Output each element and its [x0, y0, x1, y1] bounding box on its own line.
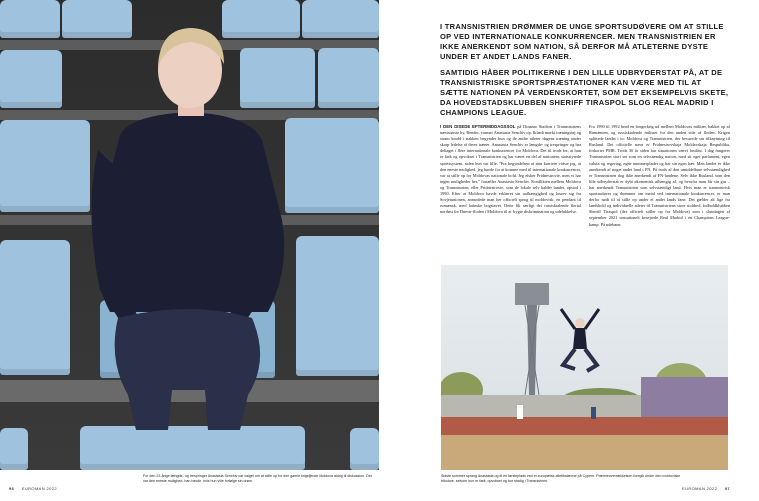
stadium-scene [441, 265, 728, 470]
magazine-name: EUROMAN 2022 [21, 486, 58, 491]
left-photo-caption: For den 23-årige længde- og trespringer Anastasia Senchiv var valget om at stille op for den gamle krigsfjende Moldova aldrig til diskussion. Det var den eneste mulighed, han havde, hvis hun ville forfølge sin drøm. [143, 474, 372, 483]
article-intro [440, 22, 730, 124]
body-column-1 [440, 124, 581, 215]
right-folio [682, 486, 736, 491]
page-number: 97 [724, 486, 731, 491]
long-jump-photo [441, 265, 728, 470]
intro-paragraph: I TRANSNISTRIEN DRØMMER DE UNGE SPORTSUDØVERE OM AT STILLE OP VED INTERNATIONALE KONKURRENCER. MEN TRANSNISTRIEN ER IKKE ANERKENDT SOM NATION, SÅ DERFOR MÅ ATLETERNE DYSTE UNDER ET ANDET LANDS FANER. [440, 22, 724, 61]
athlete-sitting-icon [0, 0, 379, 470]
stadium-portrait-photo [0, 0, 379, 470]
body-column-2 [589, 124, 730, 228]
left-folio [3, 486, 57, 491]
stadium-floodlight-icon [515, 283, 549, 395]
body-text: på Dinamo Stadion i Transnistriens næststørste by, Bender, varmer Anastasia Senchiv op. Iklædt mørkt træningstøj og stram knold i nakken begynder hun og de andre atleter dagens træning under skarp ledelse af deres træner. Anastasia Senchiv er længde- og trespringer og har deltaget i flere internationale konkurrencer for Moldova. Det til trods for, at hun er født og opvokset i Transnistrien og har været en del af nationens statsstyrede sportssystem, siden hun var lille. "Fra begyndelsen af min karriere vidste jeg, at den eneste mulighed, jeg havde for at komme med til internationale konkurrencer, var at stille op for Moldovas nationale hold. Jeg elsker Pridnestrovie, men vi har ingen muligheder her," fortæller Anastasia Senchiv. Konflikten mellem Moldova og Transnistrien, eller Pridnestrovie, som de lokale selv kalder landet, opstod i 1990. Efter at Moldova havde erklæret sin uafhængighed og løsrev sig fra Sovjetunionen, anmodede man her officielt sprog til moldovisk, en pendant til rumænsk, med latinske bogstaver. Dette fik særligt det russisktalende flertal nordøst for Dnestr-floden i Moldova til at frygte diskrimination og udelukkelse. [440, 124, 581, 215]
intro-paragraph: SAMTIDIG HÅBER POLITIKERNE I DEN LILLE UDBRYDERSTAT PÅ, AT DE TRANSNISTRISKE SPORTSPRÆSTATIONER KAN VÆRE MED TIL AT SÆTTE NATIONEN PÅ VERDENSKORTET, SOM DET EKSEMPELVIS SKETE, DA HOVEDSTADSKLUBBEN SHERIFF TIRASPOL SLOG REAL MADRID I CHAMPIONS LEAGUE. [440, 68, 729, 117]
right-photo-caption: Sidste sommer sprang Anastasia og til en førsteplads ved et europæisk atletikstævne på Cypern. Præmieoverrækkelsen foregik under den moldoviske trikolore, selvom hun er født, opvokset og bor stadig i Transnistrien. [441, 474, 681, 483]
page-number: 96 [9, 486, 15, 491]
body-text: Fra 1990 til 1992 brød en borgerkrig ud mellem Moldovas militær, bakket op af Rumænien, og russisktalende militser fra den anden side af floden. Krigen splittede landet i to: Moldova og Transnistrien, der bevarede sin tilknytning til Rusland. Det officielle navn er Pridnestrovskaja Moldavskaja Respublika, forkortet PMR. Trods 30 år siden har situationen været fastlåst. I dag fungerer Transnistrien stort set som en selvstændig nation, med sit eget parlament, egen valuta og regering, egne nummerplader og har sin egen hær. Men landet er ikke anerkendt af noget andet land i FN. På trods af den umiddelbare selvstændighed er Transnistrien dog ikke anerkendt af FN-landene. Selv ikke Rusland, som den lille udbryderstat er dybt økonomisk afhængig af, og hvorfra man får sin gas – har anerkendt Transnistrien som selvstændigt land. Hvis man er transnistrisk sportsudøver og drømmer om metal ved internationale konkurrencer, er man derfor nødt til at stille op under et andet lands fane. Det gælder alt lige fra landshold og individuelle atleter til Transnistriens store stolthed, fodboldklubben Sheriff Tiraspol (der officielt stiller op for Moldova) som i slutningen af september 2021 sensationelt besejrede Real Madrid i en Champions League-kamp. På udebane. [589, 124, 730, 227]
magazine-name: EUROMAN 2022 [682, 486, 718, 491]
athlete-jumping-icon [561, 309, 599, 371]
lead-in: I DEN DISEDE EFTERMIDDAGSSOL [440, 124, 516, 129]
